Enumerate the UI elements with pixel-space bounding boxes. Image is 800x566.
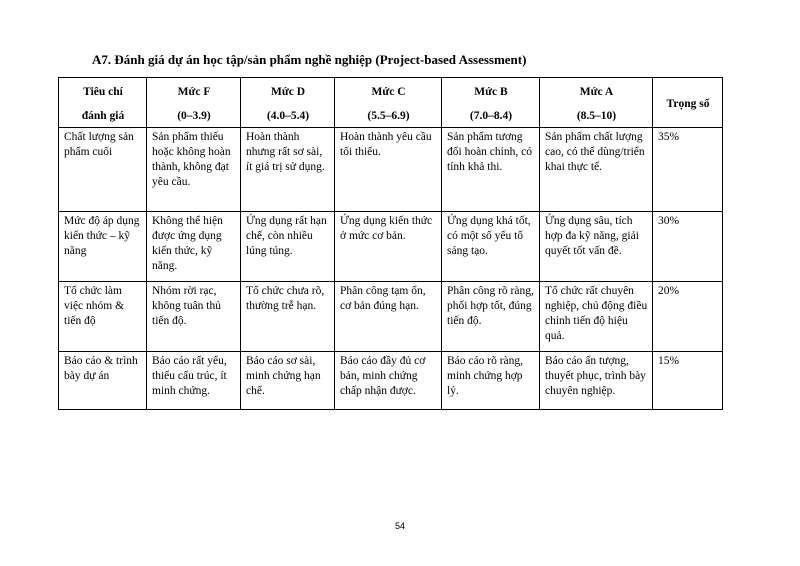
level-b-cell: Ứng dụng khá tốt, có một số yếu tố sáng tạo. [442,212,540,282]
level-c-cell: Ứng dụng kiến thức ở mức cơ bản. [335,212,442,282]
section-heading: A7. Đánh giá dự án học tập/sản phẩm nghề nghiệp (Project-based Assessment) [92,52,527,67]
weight-cell: 30% [653,212,723,282]
level-b-cell: Báo cáo rõ ràng, minh chứng hợp lý. [442,352,540,410]
level-f-cell: Sản phẩm thiếu hoặc không hoàn thành, không đạt yêu cầu. [147,128,241,212]
level-a-cell: Sản phẩm chất lượng cao, có thể dùng/triển khai thực tế. [540,128,653,212]
level-d-cell: Báo cáo sơ sài, minh chứng hạn chế. [241,352,335,410]
level-f-cell: Nhóm rời rạc, không tuân thủ tiến độ. [147,282,241,352]
criterion-cell: Mức độ áp dụng kiến thức – kỹ năng [59,212,147,282]
assessment-rubric-table [58,77,723,410]
criterion-cell: Chất lượng sản phẩm cuối [59,128,147,212]
header-level-b: Mức B (7.0–8.4) [442,78,540,128]
weight-cell: 35% [653,128,723,212]
header-level-a: Mức A (8.5–10) [540,78,653,128]
table-row [59,128,723,212]
page-number: 54 [394,521,405,531]
table-header-row [59,78,723,128]
level-f-cell: Báo cáo rất yếu, thiếu cấu trúc, ít minh chứng. [147,352,241,410]
level-c-cell: Hoàn thành yêu cầu tối thiểu. [335,128,442,212]
criterion-cell: Tổ chức làm việc nhóm & tiến độ [59,282,147,352]
header-level-d: Mức D (4.0–5.4) [241,78,335,128]
criterion-cell: Báo cáo & trình bày dự án [59,352,147,410]
header-weight: Trọng số [653,78,723,128]
weight-cell: 20% [653,282,723,352]
weight-cell: 15% [653,352,723,410]
header-level-c: Mức C (5.5–6.9) [335,78,442,128]
level-f-cell: Không thể hiện được ứng dụng kiến thức, kỹ năng. [147,212,241,282]
table-row [59,282,723,352]
header-criterion: Tiêu chí đánh giá [59,78,147,128]
level-c-cell: Báo cáo đầy đủ cơ bản, minh chứng chấp nhận được. [335,352,442,410]
level-a-cell: Tổ chức rất chuyên nghiệp, chủ động điều chỉnh tiến độ hiệu quả. [540,282,653,352]
table-row [59,352,723,410]
level-c-cell: Phân công tạm ổn, cơ bản đúng hạn. [335,282,442,352]
table-row [59,212,723,282]
level-b-cell: Sản phẩm tương đối hoàn chỉnh, có tính khả thi. [442,128,540,212]
level-a-cell: Ứng dụng sâu, tích hợp đa kỹ năng, giải quyết tốt vấn đề. [540,212,653,282]
level-d-cell: Tổ chức chưa rõ, thường trễ hạn. [241,282,335,352]
level-a-cell: Báo cáo ấn tượng, thuyết phục, trình bày chuyên nghiệp. [540,352,653,410]
level-b-cell: Phân công rõ ràng, phối hợp tốt, đúng tiến độ. [442,282,540,352]
level-d-cell: Ứng dụng rất hạn chế, còn nhiều lúng túng. [241,212,335,282]
level-d-cell: Hoàn thành nhưng rất sơ sài, ít giá trị sử dụng. [241,128,335,212]
header-level-f: Mức F (0–3.9) [147,78,241,128]
